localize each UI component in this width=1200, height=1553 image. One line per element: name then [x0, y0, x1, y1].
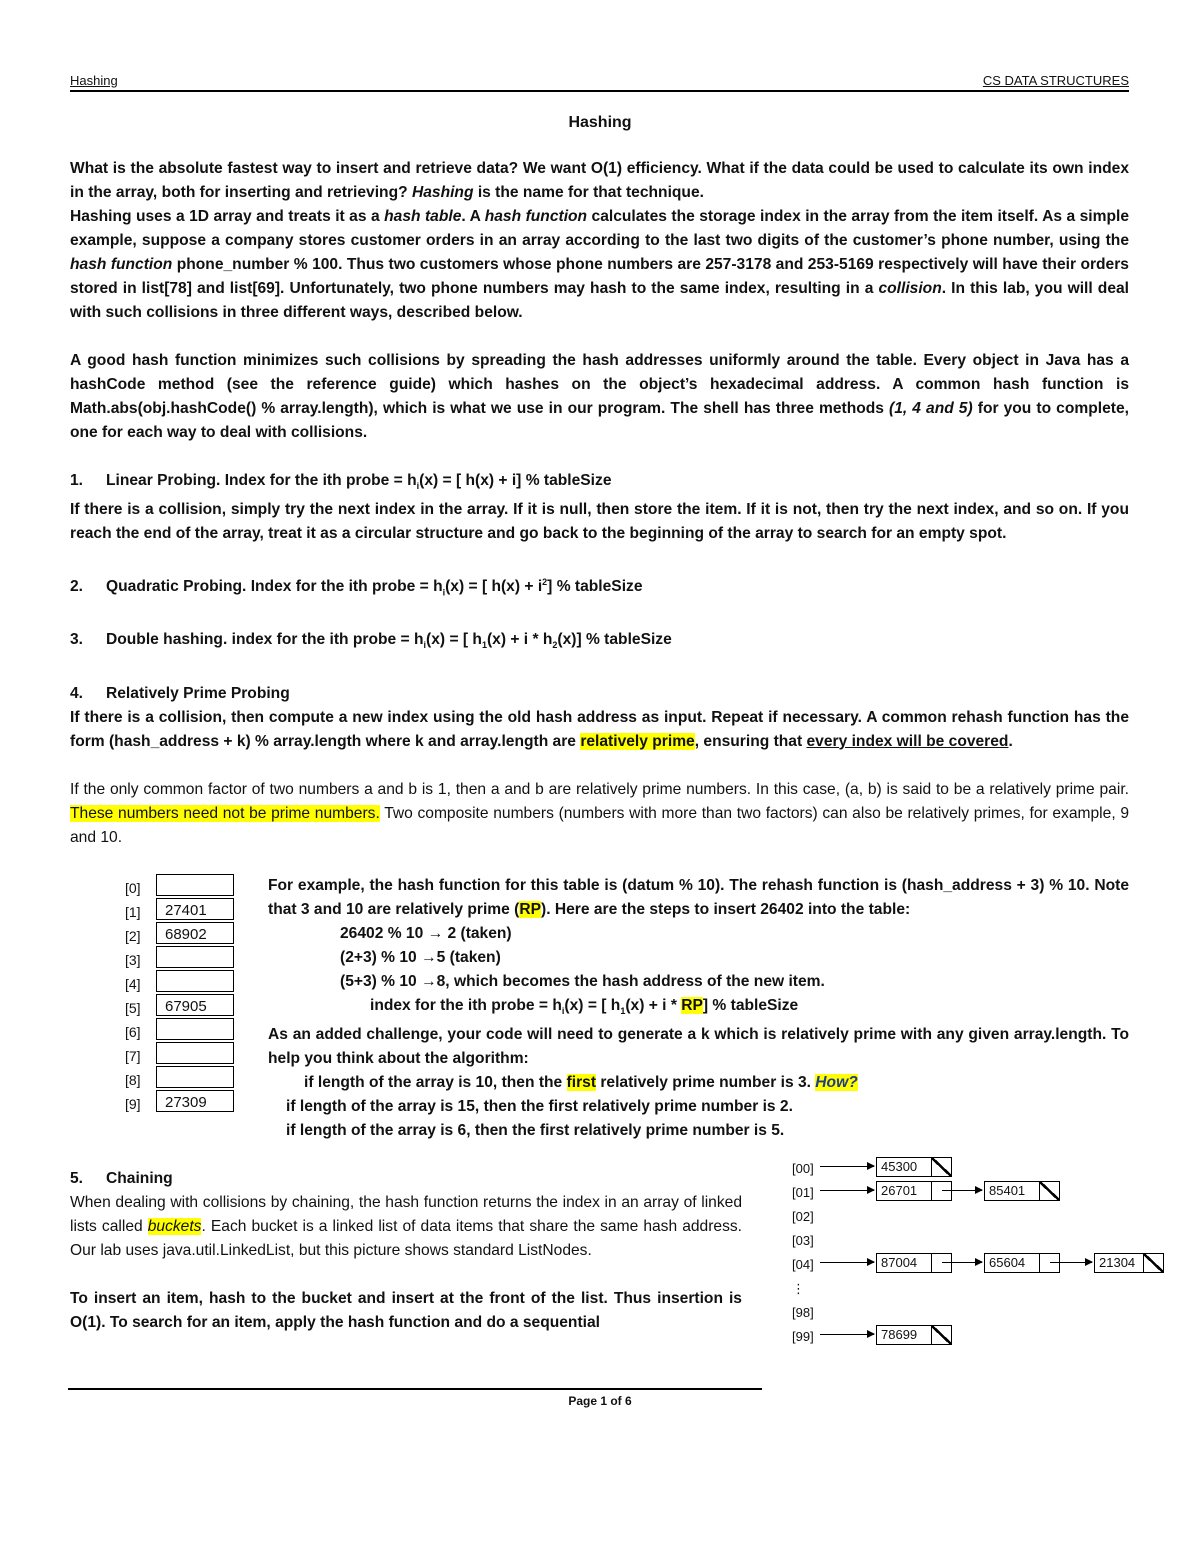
- hash-table-row: [70, 1090, 240, 1114]
- bucket-row: [792, 1203, 1192, 1227]
- bucket-index: [01]: [792, 1184, 814, 1200]
- hash-table-cell: 67905: [156, 994, 234, 1016]
- relatively-prime-definition: If the only common factor of two numbers a and b is 1, then a and b are relatively prime numbers. In this case, (a, b) is said to be a relatively prime pair. These numbers need not be prime numbers. Two composite numbers (numbers with more than two factors) can also be relatively primes, for example, 9 and 10.: [70, 780, 1129, 846]
- hash-table-cell: [156, 970, 234, 992]
- bucket-diagram: [742, 1158, 1136, 1344]
- list-node-value: 65604: [989, 1254, 1026, 1270]
- hash-table-index: [6]: [125, 1023, 141, 1040]
- list-node-value: 21304: [1099, 1254, 1136, 1270]
- bucket-row: [792, 1227, 1192, 1251]
- hash-table-index: [8]: [125, 1071, 141, 1088]
- link-arrow: [1050, 1262, 1092, 1263]
- hash-table-row: [70, 1066, 240, 1090]
- list-node-value: 26701: [881, 1182, 918, 1198]
- list-node-pointer: [1039, 1254, 1059, 1272]
- method-2-heading: 2. Quadratic Probing. Index for the ith probe = $h_i(x)$ = [ $h(x) + i^2$] % tableSize: [70, 577, 643, 598]
- bucket-row: [792, 1323, 1192, 1347]
- chaining-section: [70, 1158, 1136, 1344]
- hash-table-cell: [156, 874, 234, 896]
- list-node-value: 87004: [881, 1254, 918, 1270]
- hash-table-cell: 27309: [156, 1090, 234, 1112]
- list-node-pointer: [1039, 1182, 1059, 1200]
- page-header: [70, 72, 1129, 92]
- hash-table-row: [70, 994, 240, 1018]
- hash-table-cell: [156, 946, 234, 968]
- intro-paragraph-3: A good hash function minimizes such collisions by spreading the hash addresses uniformly around the table. Every object in Java has a hashCode method (see the reference guide) which hashes on the object’s hexadecimal address. A common hash function is Math.abs(obj.hashCode() % array.length), which is what we use in our program. The shell has three methods (1, 4 and 5) for you to complete, one for each way to deal with collisions.: [70, 352, 1129, 441]
- hash-table-index: [3]: [125, 951, 141, 968]
- hash-table-row: [70, 970, 240, 994]
- list-node: [876, 1157, 952, 1177]
- hash-table-cell: 27401: [156, 898, 234, 920]
- hash-table-row: [70, 1042, 240, 1066]
- bucket-index: [99]: [792, 1328, 814, 1344]
- hash-table-cell: [156, 1042, 234, 1064]
- bucket-row: [792, 1251, 1192, 1275]
- page-footer: [68, 1388, 762, 1408]
- header-right: CS DATA STRUCTURES: [982, 73, 1129, 88]
- list-node-value: 85401: [989, 1182, 1026, 1198]
- method-4-heading: 4. Relatively Prime Probing: [70, 684, 290, 702]
- bucket-index: ⋮: [792, 1280, 805, 1296]
- hash-table-cell: 68902: [156, 922, 234, 944]
- hash-table-index: [2]: [125, 927, 141, 944]
- hash-table-index: [9]: [125, 1095, 141, 1112]
- example-text: For example, the hash function for this table is (datum % 10). The rehash function is (hash_address + 3) % 10. Note that 3 and 10 are relatively prime (RP). Here are the steps to insert 26402 into the table: 26402 % 10 → 2 (taken) (2+3) % 10 →5 (taken) (5+3) % 10 →8, which becomes the hash address of the new item. index for the ith probe = $h_i(x)$ = [ $h_1(x) + i * RP$] % tableSize As an added challenge, your code will need to generate a k which is relatively prime with any given array.length. To help you think about the algorithm: if length of the array is 10, then the first relatively prime number is 3. How? if length of the array is 15, then the first relatively prime number is 2. if length of the array is 6, then the first relatively prime number is 5.: [268, 876, 1129, 1139]
- hash-table-row: [70, 922, 240, 946]
- hash-table-cell: [156, 1018, 234, 1040]
- list-node-pointer: [1143, 1254, 1163, 1272]
- hash-table-index: [1]: [125, 903, 141, 920]
- method-1-description: If there is a collision, simply try the next index in the array. If it is null, then store the item. If it is not, then try the next index, and so on. If you reach the end of the array, treat it as a circular structure and go back to the beginning of the array to search for an empty spot.: [70, 501, 1129, 543]
- list-node: [876, 1253, 952, 1273]
- bucket-row: [792, 1179, 1192, 1203]
- bucket-index: [02]: [792, 1208, 814, 1224]
- list-node-pointer: [931, 1158, 951, 1176]
- hash-table-cell: [156, 1066, 234, 1088]
- hash-table: [70, 874, 268, 1114]
- page-title: Hashing: [568, 114, 632, 131]
- link-arrow: [820, 1190, 874, 1191]
- hash-table-index: [4]: [125, 975, 141, 992]
- bucket-index: [98]: [792, 1304, 814, 1320]
- hash-table-row: [70, 946, 240, 970]
- hash-table-index: [0]: [125, 879, 141, 896]
- hash-table-row: [70, 1018, 240, 1042]
- method-3-heading: 3. Double hashing. index for the ith probe = $h_i(x)$ = [ $h_1(x) + i * h_2(x)$] % tableSize: [70, 631, 672, 651]
- bucket-row: [792, 1155, 1192, 1179]
- hash-table-row: [70, 874, 240, 898]
- link-arrow: [820, 1262, 874, 1263]
- method-4-description: If there is a collision, then compute a new index using the old hash address as input. Repeat if necessary. A common rehash function has the form (hash_address + k) % array.length where k and array.length are relatively prime, ensuring that every index will be covered.: [70, 708, 1129, 750]
- link-arrow: [820, 1334, 874, 1335]
- method-1-heading: 1. Linear Probing. Index for the ith probe = $h_i(x)$ = [ h(x) + i] % tableSize: [70, 472, 612, 492]
- hash-table-index: [7]: [125, 1047, 141, 1064]
- example-section: [70, 874, 1129, 1143]
- list-node-value: 78699: [881, 1326, 918, 1342]
- hash-table-index: [5]: [125, 999, 141, 1016]
- bucket-index: [03]: [792, 1232, 814, 1248]
- bucket-index: [00]: [792, 1160, 814, 1176]
- link-arrow: [820, 1166, 874, 1167]
- list-node: [984, 1253, 1060, 1273]
- list-node: [1094, 1253, 1164, 1273]
- list-node: [984, 1181, 1060, 1201]
- list-node-pointer: [931, 1254, 951, 1272]
- link-arrow: [942, 1190, 982, 1191]
- chaining-text: 5. Chaining When dealing with collisions by chaining, the hash function returns the index in an array of linked lists called buckets. Each bucket is a linked list of data items that share the same hash address. Our lab uses java.util.LinkedList, but this picture shows standard ListNodes. To insert an item, hash to the bucket and insert at the front of the list. Thus insertion is O(1). To search for an item, apply the hash function and do a sequential: [70, 1169, 743, 1331]
- intro-paragraph-2: Hashing uses a 1D array and treats it as a hash table. A hash function calculates the storage index in the array from the item itself. As a simple example, suppose a company stores customer orders in an array according to the last two digits of the customer’s phone number, using the hash function phone_number % 100. Thus two customers whose phone numbers are 257-3178 and 253-5169 respectively will have their orders stored in list[78] and list[69]. Unfortunately, two phone numbers may hash to the same index, resulting in a collision. In this lab, you will deal with such collisions in three different ways, described below.: [70, 208, 1130, 321]
- list-node: [876, 1325, 952, 1345]
- page-number: Page 1 of 6: [568, 1394, 632, 1408]
- bucket-row: [792, 1299, 1192, 1323]
- bucket-index: [04]: [792, 1256, 814, 1272]
- intro-paragraph-1: What is the absolute fastest way to insert and retrieve data? We want O(1) efficiency. What if the data could be used to calculate its own index in the array, both for inserting and retrieving? Hashing is the name for that technique.: [70, 160, 1129, 201]
- link-arrow: [942, 1262, 982, 1263]
- bucket-row: [792, 1275, 1192, 1299]
- hash-table-row: [70, 898, 240, 922]
- header-left: Hashing: [70, 73, 118, 88]
- document-body: [70, 157, 1136, 1344]
- list-node-pointer: [931, 1326, 951, 1344]
- list-node-value: 45300: [881, 1158, 918, 1174]
- list-node-pointer: [931, 1182, 951, 1200]
- list-node: [876, 1181, 952, 1201]
